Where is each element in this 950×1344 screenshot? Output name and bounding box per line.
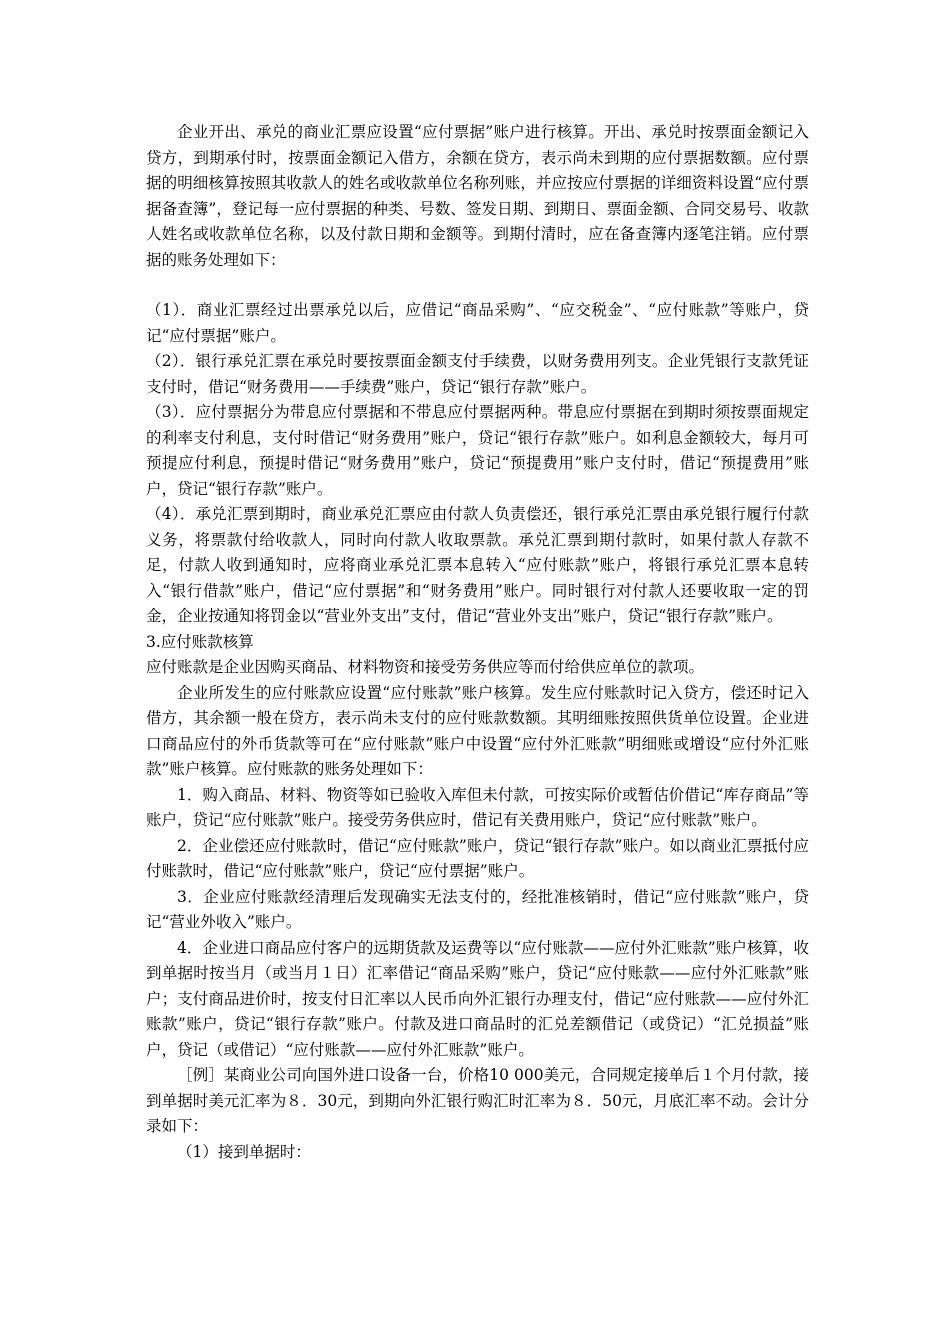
paragraph-gap (146, 273, 809, 298)
list-item-1: （1）．商业汇票经过出票承兑以后，应借记“商品采购”、“应交税金”、“应付账款”等账户，贷记“应付票据”账户。 (146, 301, 809, 345)
definition-paragraph: 应付账款是企业因购买商品、材料物资和接受劳务供应等而付给供应单位的款项。 (146, 658, 705, 676)
example-paragraph: ［例］某商业公司向国外进口设备一台，价格10 000美元，合同规定接单后１个月付款，接到单据时美元汇率为８．30元，到期向外汇银行购汇时汇率为８．50元，月底汇率不动。会计分录如下： (146, 1066, 809, 1135)
numbered-item-3: 3．企业应付账款经清理后发现确实无法支付的，经批准核销时，借记“应付账款”账户，贷记“营业外收入”账户。 (146, 887, 809, 931)
list-item-3: （3）．应付票据分为带息应付票据和不带息应付票据两种。带息应付票据在到期时须按票面规定的利率支付利息，支付时借记“财务费用”账户，贷记“银行存款”账户。如利息金额较大，每月可预提应付利息，预提时借记“财务费用”账户，贷记“预提费用”账户支付时，借记“预提费用”账户，贷记“银行存款”账户。 (146, 403, 809, 498)
section-heading: 3.应付账款核算 (146, 632, 254, 651)
accounts-payable-paragraph: 企业所发生的应付账款应设置“应付账款”账户核算。发生应付账款时记入贷方，偿还时记入借方，其余额一般在贷方，表示尚未支付的应付账款数额。其明细账按照供货单位设置。企业进口商品应付的外币货款等可在“应付账款”账户中设置“应付外汇账款”明细账或增设“应付外汇账款”账户核算。应付账款的账务处理如下： (146, 683, 809, 778)
list-item-4: （4）．承兑汇票到期时，商业承兑汇票应由付款人负责偿还，银行承兑汇票由承兑银行履行付款义务，将票款付给收款人，同时向付款人收取票款。承兑汇票到期付款时，如果付款人存款不足，付款人收到通知时，应将商业承兑汇票本息转入“应付账款”账户，将银行承兑汇票本息转入“银行借款”账户，借记“应付票据”和“财务费用”账户。同时银行对付款人还要收取一定的罚金，企业按通知将罚金以“营业外支出”支付，借记“营业外支出”账户，贷记“银行存款”账户。 (146, 505, 809, 625)
document-page (146, 120, 809, 1165)
numbered-item-2: 2．企业偿还应付账款时，借记“应付账款”账户，贷记“银行存款”账户。如以商业汇票抵付应付账款时，借记“应付账款”账户，贷记“应付票据”账户。 (146, 836, 809, 880)
intro-paragraph: 企业开出、承兑的商业汇票应设置“应付票据”账户进行核算。开出、承兑时按票面金额记入贷方，到期承付时，按票面金额记入借方，余额在贷方，表示尚未到期的应付票据数额。应付票据的明细核算按照其收款人的姓名或收款单位名称列账，并应按应付票据的详细资料设置“应付票据备查簿”，登记每一应付票据的种类、号数、签发日期、到期日、票面金额、合同交易号、收款人姓名或收款单位名称，以及付款日期和金额等。到期付清时，应在备查簿内逐笔注销。应付票据的账务处理如下： (146, 123, 809, 269)
numbered-item-4: 4．企业进口商品应付客户的远期货款及运费等以“应付账款——应付外汇账款”账户核算，收到单据时按当月（或当月１日）汇率借记“商品采购”账户，贷记“应付账款——应付外汇账款”账户；支付商品进价时，按支付日汇率以人民币向外汇银行办理支付，借记“应付账款——应付外汇账款”账户，贷记“银行存款”账户。付款及进口商品时的汇兑差额借记（或贷记）“汇兑损益”账户，贷记（或借记）“应付账款——应付外汇账款”账户。 (146, 938, 809, 1059)
example-step-1: （1）接到单据时： (177, 1142, 311, 1161)
numbered-item-1: 1．购入商品、材料、物资等如已验收入库但未付款，可按实际价或暂估价借记“库存商品”等账户，贷记“应付账款”账户。接受劳务供应时，借记有关费用账户，贷记“应付账款”账户。 (146, 785, 809, 829)
list-item-2: （2）．银行承兑汇票在承兑时要按票面金额支付手续费，以财务费用列支。企业凭银行支款凭证支付时，借记“财务费用——手续费”账户，贷记“银行存款”账户。 (146, 352, 809, 396)
